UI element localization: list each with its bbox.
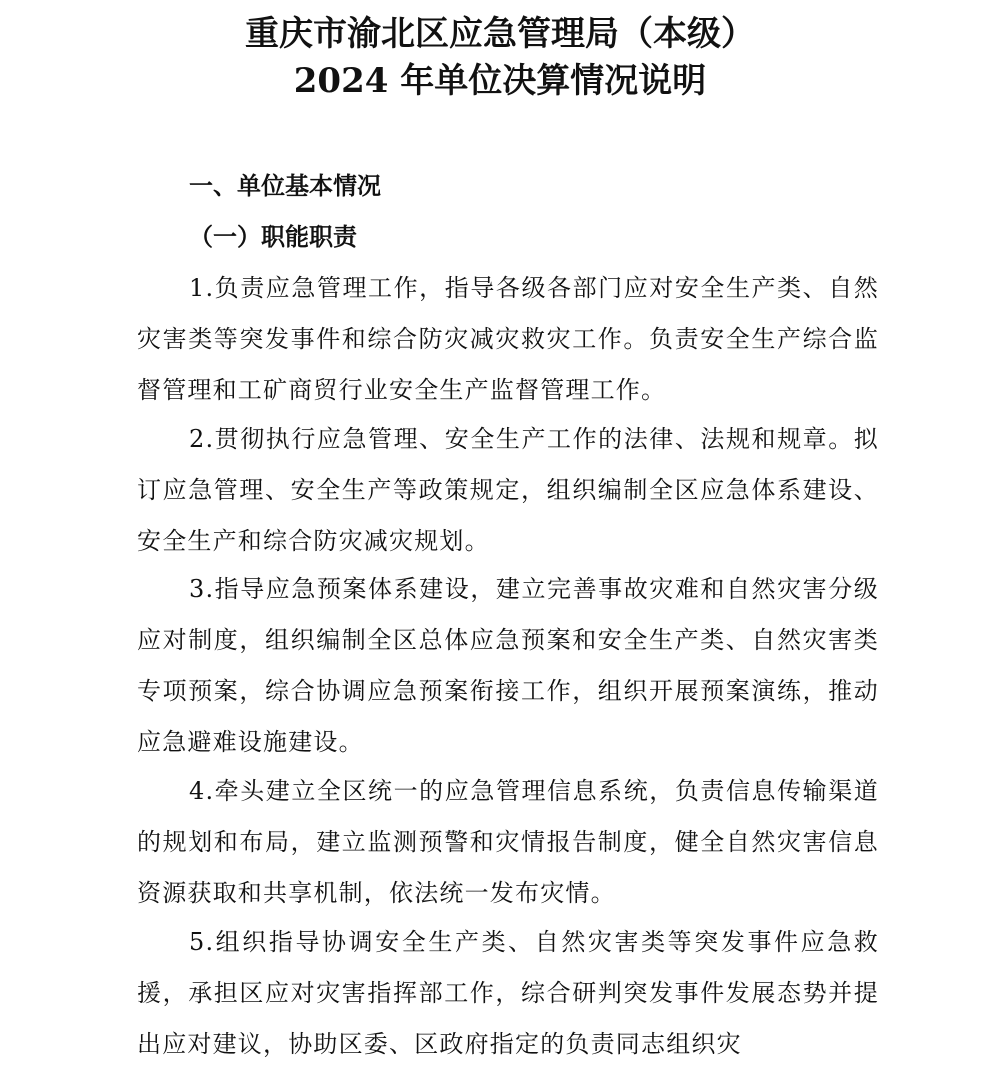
duty-paragraph-4: 4.牵头建立全区统一的应急管理信息系统，负责信息传输渠道的规划和布局，建立监测预警和灾情报告制度，健全自然灾害信息资源获取和共享机制，依法统一发布灾情。 [137, 777, 879, 907]
document-title-line-1: 重庆市渝北区应急管理局（本级） [245, 14, 755, 54]
document-title-line-2: 2024 年单位决算情况说明 [293, 61, 707, 101]
duty-paragraph-2: 2.贯彻执行应急管理、安全生产工作的法律、法规和规章。拟订应急管理、安全生产等政策规定，组织编制全区应急体系建设、安全生产和综合防灾减灾规划。 [137, 425, 879, 555]
duty-paragraph-3: 3.指导应急预案体系建设，建立完善事故灾难和自然灾害分级应对制度，组织编制全区总体应急预案和安全生产类、自然灾害类专项预案，综合协调应急预案衔接工作，组织开展预案演练，推动应急避难设施建设。 [137, 575, 879, 756]
duty-paragraph-5: 5.组织指导协调安全生产类、自然灾害类等突发事件应急救援，承担区应对灾害指挥部工作，综合研判突发事件发展态势并提出应对建议，协助区委、区政府指定的负责同志组织灾 [137, 928, 879, 1058]
subsection-heading: （一）职能职责 [189, 222, 357, 251]
section-heading: 一、单位基本情况 [189, 172, 381, 200]
duty-paragraph-1: 1.负责应急管理工作，指导各级各部门应对安全生产类、自然灾害类等突发事件和综合防灾减灾救灾工作。负责安全生产综合监督管理和工矿商贸行业安全生产监督管理工作。 [137, 274, 879, 404]
